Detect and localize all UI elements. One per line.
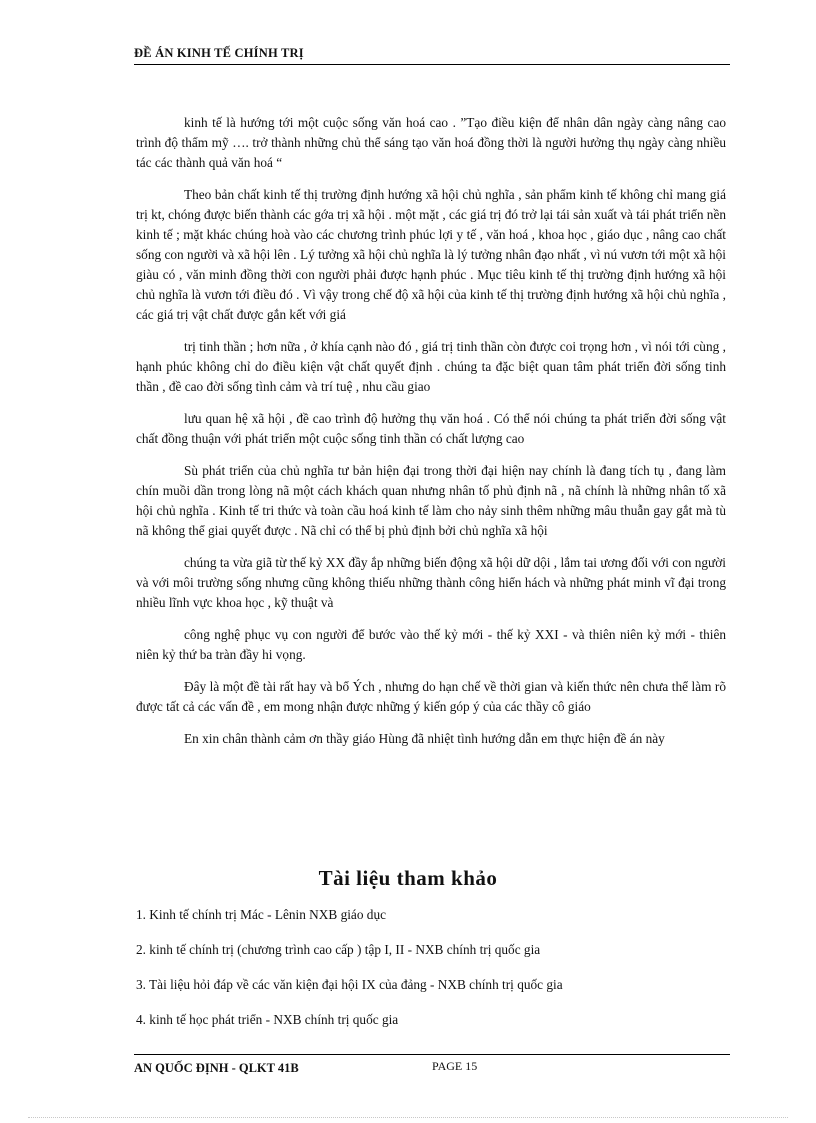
paragraph: chúng ta vừa giã từ thế kỷ XX đầy ắp những biến động xã hội dữ dội , lắm tai ương đối với con người và với môi trường sống nhưng cũng không thiếu những thành công hiển hách và những phát minh vĩ đại trong nhiều lĩnh vực khoa học , kỹ thuật và (136, 555, 726, 610)
reference-item: 4. kinh tế học phát triển - NXB chính trị quốc gia (136, 1012, 399, 1027)
paragraph: En xin chân thành cảm ơn thầy giáo Hùng đã nhiệt tình hướng dẫn em thực hiện đề án này (184, 731, 665, 746)
footer-rule (134, 1054, 730, 1055)
reference-item: 1. Kinh tế chính trị Mác - Lênin NXB giáo dục (136, 907, 386, 922)
reference-item: 2. kinh tế chính trị (chương trình cao cấp ) tập I, II - NXB chính trị quốc gia (136, 942, 541, 957)
document-body (136, 113, 726, 761)
references-list (136, 904, 726, 1044)
paragraph: Sù phát triển của chủ nghĩa tư bản hiện đại trong thời đại hiện nay chính là đang tích tụ , đang làm chín muồi dần trong lòng nã một cách khách quan nhưng nhân tố phủ định nã , nã chính là những nhân tố xã hội chủ nghĩa . Kinh tế tri thức và toàn cầu hoá kinh tế làm cho nảy sinh thêm những mâu thuẫn gay gắt mà tù nã không thể giai quyết được . Nã chỉ có thể bị phủ định bởi chủ nghĩa xã hội (136, 463, 726, 538)
paragraph: Đây là một đề tài rất hay và bổ Ých , nhưng do hạn chế về thời gian và kiến thức nên chưa thể làm rõ được tất cả các vấn đề , em mong nhận được những ý kiến góp ý của các thầy cô giáo (136, 679, 726, 714)
header-title: ĐỀ ÁN KINH TẾ CHÍNH TRỊ (134, 46, 304, 60)
paragraph: lưu quan hệ xã hội , đề cao trình độ hưởng thụ văn hoá . Có thể nói chúng ta phát triển đời sống vật chất đồng thuận với phát triển một cuộc sống tinh thần có chất lượng cao (136, 411, 726, 446)
page-number: PAGE 15 (432, 1059, 478, 1073)
footer-author: AN QUỐC ĐỊNH - QLKT 41B (134, 1061, 299, 1075)
paragraph: công nghệ phục vụ con người để bước vào thế kỷ mới - thế kỷ XXI - và thiên niên kỷ mới - thiên niên kỷ thứ ba tràn đầy hi vọng. (136, 627, 726, 662)
paragraph: Theo bản chất kinh tế thị trường định hướng xã hội chủ nghĩa , sản phẩm kinh tế không chỉ mang giá trị kt, chóng được biến thành các gớa trị xã hội . một mặt , các giá trị đó trở lại tái sản xuất và tái phát triển nền kinh tế ; mặt khác chúng hoà vào các chương trình phúc lợi y tế , văn hoá , khoa học , giáo dục , nâng cao chất sống con người và xã hội lên . Lý tưởng xã hội chủ nghĩa là lý tưởng nhân đạo nhất , vì nú vươn tới một xã hội giàu có , văn minh đồng thời con người phải được hạnh phúc . Mục tiêu kinh tế thị trường định hướng xã hội chủ nghĩa là vươn tới điều đó . Vì vậy trong chế độ xã hội của kinh tế thị trường định hướng xã hội chủ nghĩa , các giá trị vật chất được gắn kết với giá (136, 187, 726, 322)
reference-item: 3. Tài liệu hỏi đáp về các văn kiện đại hội IX của đảng - NXB chính trị quốc gia (136, 977, 563, 992)
page-bottom-edge (28, 1117, 788, 1118)
header-rule (134, 64, 730, 65)
paragraph: kinh tế là hướng tới một cuộc sống văn hoá cao . ”Tạo điều kiện để nhân dân ngày càng nâng cao trình độ thẩm mỹ …. trở thành những chủ thể sáng tạo văn hoá đồng thời là người hưởng thụ ngày càng nhiều tác các thành quả văn hoá “ (136, 115, 726, 170)
references-title: Tài liệu tham khảo (318, 866, 498, 890)
paragraph: trị tinh thần ; hơn nữa , ở khía cạnh nào đó , giá trị tinh thần còn được coi trọng hơn , vì nói tới cùng , hạnh phúc không chỉ do điều kiện vật chất quyết định . chúng ta đặc biệt quan tâm phát triển đời sống tinh thần , đề cao đời sống tình cảm và trí tuệ , nhu cầu giao (136, 339, 726, 394)
